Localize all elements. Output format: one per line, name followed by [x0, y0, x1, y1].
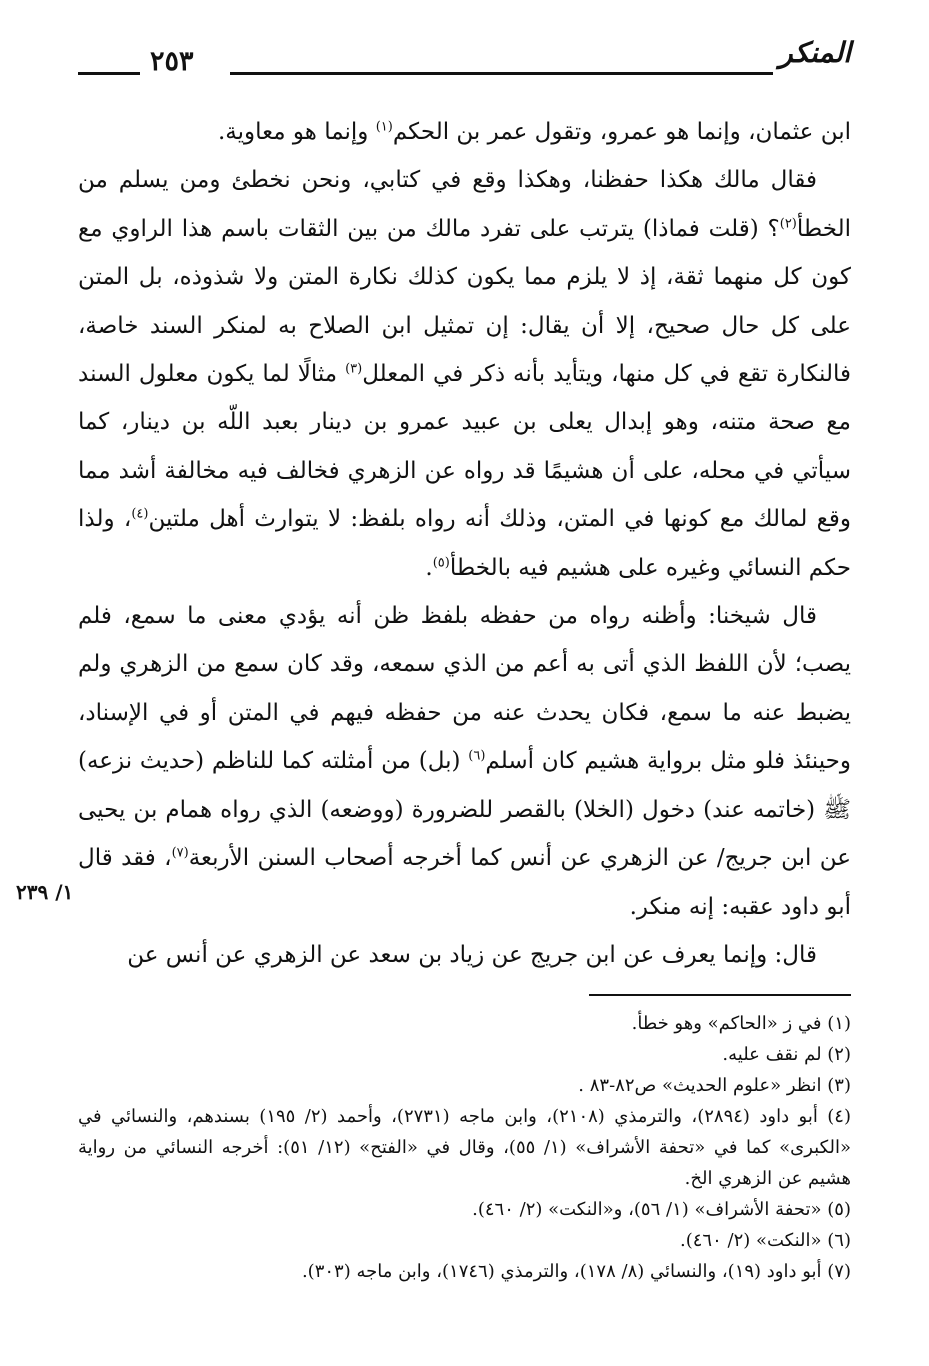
footnote-ref-5: (٥)	[432, 555, 450, 570]
footnote-ref-7: (٧)	[171, 845, 189, 861]
page-number: ٢٥٣	[150, 46, 194, 77]
main-text	[78, 108, 851, 979]
text-run: (بل) من أمثلته كما للناظم (حديث نزعه) ﷺ (خاتمه عند) دخول (الخلا) بالقصر للضرورة (ووضعه) الذي رواه همام بن يحيى عن ابن جريج/ عن الزهري عن أنس كما أخرجه أصحاب السنن الأربعة	[78, 748, 851, 872]
footnote-7: (٧) أبو داود (١٩)، والنسائي (٨/ ١٧٨)، والترمذي (١٧٤٦)، وابن ماجه (٣٠٣).	[301, 1261, 851, 1282]
footnote-ref-3: (٣)	[345, 361, 363, 377]
text-run: ، ولذا حكم النسائي وغيره على هشيم فيه بالخطأ	[78, 506, 851, 581]
text-run: ، فقد قال أبو داود عقبه: إنه منكر.	[78, 845, 851, 920]
text-run: ؟ (قلت فماذا) يترتب على تفرد مالك من بين الثقات باسم هذا الراوي مع كون كل منهما ثقة، إذ لا يلزم مما يكون كذلك نكارة المتن ولا شذوذه، بل المتن على كل حال صحيح، إلا أن يقال: إن تمثيل ابن الصلاح به لمنكر السند خاصة، فالنكارة تقع في كل منها، ويتأيد بأنه ذكر في المعلل	[78, 215, 851, 388]
running-title: المنكر	[779, 36, 851, 69]
text-run: .	[425, 554, 433, 581]
text-run: مثالًا لما يكون معلول السند مع صحة متنه، وهو إبدال يعلى بن عبيد عمرو بن دينار بعبد اللّه بن دينار، كما سيأتي في محله، على أن هشيمًا قد رواه عن الزهري فخالف فيه مخالفة أشد مما وقع لمالك مع كونها في المتن، وذلك أنه رواه بلفظ: لا يتوارث أهل ملتين	[78, 361, 852, 533]
footnote-4: (٤) أبو داود (٢٨٩٤)، والترمذي (٢١٠٨)، وابن ماجه (٢٧٣١)، وأحمد (٢/ ١٩٥) بسندهم، والنسائي في «الكبرى» كما في «تحفة الأشراف» (١/ ٥٥)، وقال في «الفتح» (١٢/ ٥١): أخرجه النسائي من رواية هشيم عن الزهري الخ.	[78, 1106, 852, 1189]
paragraph-2	[78, 156, 851, 592]
paragraph-1	[78, 108, 851, 156]
footnote-ref-6: (٦)	[468, 748, 486, 764]
text-run: وإنما هو معاوية.	[217, 119, 376, 145]
footnote-ref-4: (٤)	[131, 506, 149, 522]
footnotes	[78, 1008, 851, 1287]
text-run: ابن عثمان، وإنما هو عمرو، وتقول عمر بن الحكم	[392, 119, 851, 145]
footnote-5: (٥) «تحفة الأشراف» (١/ ٥٦)، و«النكت» (٢/ ٤٦٠).	[472, 1199, 851, 1220]
footnote-1: (١) في ز «الحاكم» وهو خطأ.	[631, 1013, 851, 1034]
paragraph-4: قال: وإنما يعرف عن ابن جريج عن زياد بن سعد عن الزهري عن أنس عن	[127, 941, 817, 968]
footnote-ref-1: (١)	[375, 119, 393, 135]
text-run: فقال مالك هكذا حفظنا، وهكذا وقع في كتابي، ونحن نخطئ ومن يسلم من الخطأ	[78, 167, 851, 242]
header-rule-left	[78, 72, 140, 75]
footnote-separator	[589, 994, 851, 996]
manuscript-folio-note: ١/ ٢٣٩	[16, 880, 74, 904]
footnote-ref-2: (٢)	[779, 216, 797, 232]
text-run: قال شيخنا: وأظنه رواه من حفظه بلفظ ظن أنه يؤدي معنى ما سمع، فلم يصب؛ لأن اللفظ الذي أتى به أعم من الذي سمعه، وقد كان سمع من الزهري ولم يضبط عنه ما سمع، فكان يحدث عنه من حفظه فيهم في المتن أو في الإسناد، وحينئذ فلو مثل برواية هشيم كان أسلم	[78, 603, 851, 775]
footnote-6: (٦) «النكت» (٢/ ٤٦٠).	[680, 1230, 851, 1251]
footnote-3: (٣) انظر «علوم الحديث» ص٨٢-٨٣ .	[578, 1075, 851, 1096]
footnote-2: (٢) لم نقف عليه.	[722, 1044, 851, 1065]
page-header	[78, 36, 851, 86]
header-rule-right	[230, 72, 773, 75]
paragraph-3	[78, 592, 851, 931]
